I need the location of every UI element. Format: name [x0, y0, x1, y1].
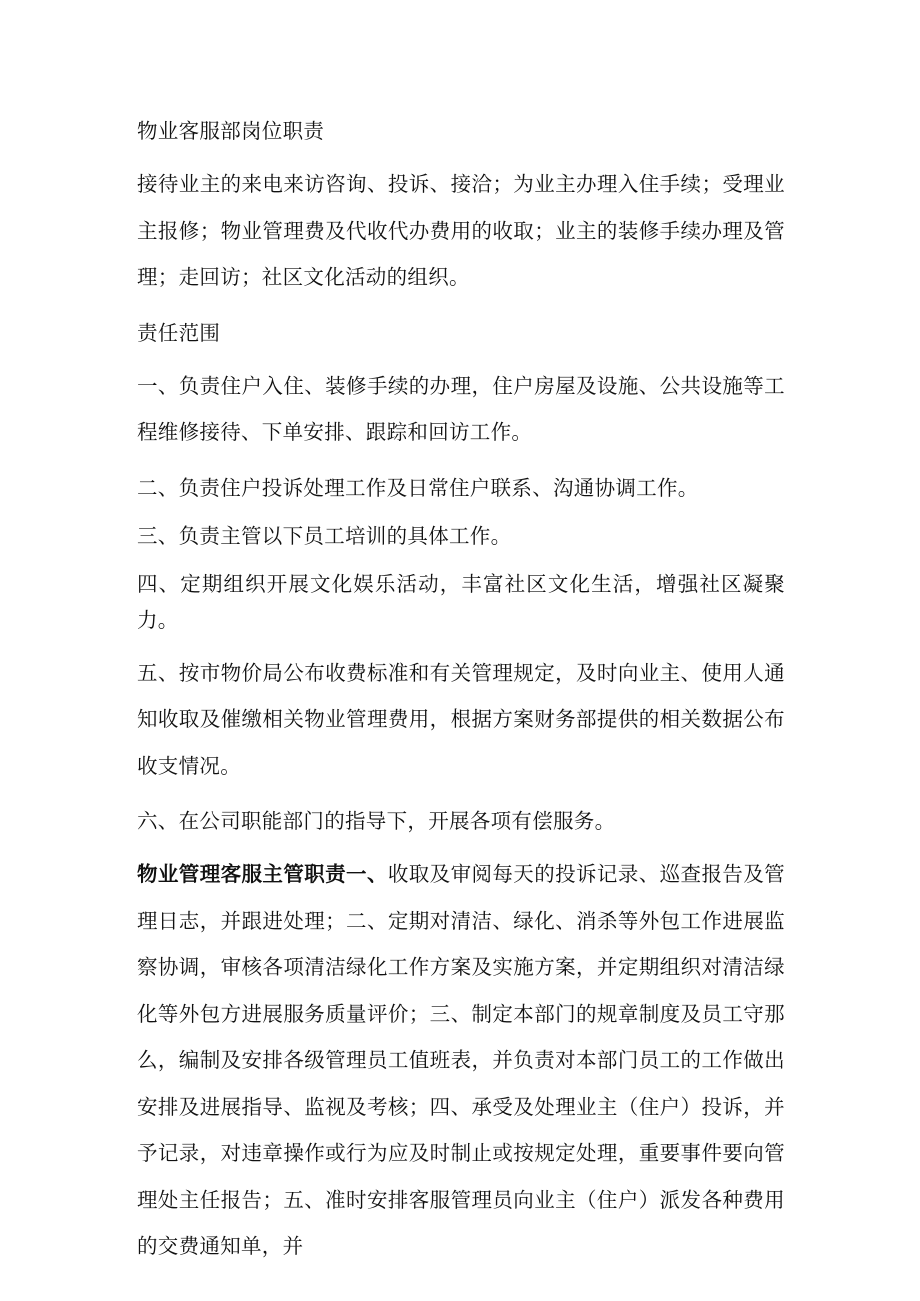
supervisor-duties-paragraph [137, 851, 785, 1270]
document-title: 物业客服部岗位职责 [137, 119, 325, 143]
scope-item-2: 二、负责住户投诉处理工作及日常住户联系、沟通协调工作。 [137, 475, 699, 500]
supervisor-body: 收取及审阅每天的投诉记录、巡查报告及管理日志，并跟进处理；二、定期对清洁、绿化、消杀等外包工作进展监察协调，审核各项清洁绿化工作方案及实施方案，并定期组织对清洁绿化等外包方进展服务质量评价；三、制定本部门的规章制度及员工守那么，编制及安排各级管理员工值班表，并负责对本部门员工的工作做出安排及进展指导、监视及考核；四、承受及处理业主（住户）投诉，并予记录，对违章操作或行为应及时制止或按规定处理，重要事件要向管理处主任报告；五、准时安排客服管理员向业主（住户）派发各种费用的交费通知单，并 [137, 862, 785, 1258]
intro-paragraph: 接待业主的来电来访咨询、投诉、接洽；为业主办理入住手续；受理业主报修；物业管理费及代收代办费用的收取；业主的装修手续办理及管理；走回访；社区文化活动的组织。 [137, 172, 785, 289]
scope-item-6: 六、在公司职能部门的指导下，开展各项有偿服务。 [137, 809, 616, 833]
scope-item-5: 五、按市物价局公布收费标准和有关管理规定，及时向业主、使用人通知收取及催缴相关物业管理费用，根据方案财务部提供的相关数据公布收支情况。 [137, 660, 785, 778]
scope-item-1: 一、负责住户入住、装修手续的办理，住户房屋及设施、公共设施等工程维修接待、下单安排、跟踪和回访工作。 [137, 373, 785, 444]
scope-item-4: 四、定期组织开展文化娱乐活动，丰富社区文化生活，增强社区凝聚力。 [137, 571, 785, 632]
supervisor-heading: 物业管理客服主管职责一、 [137, 862, 388, 886]
scope-heading: 责任范围 [137, 320, 221, 345]
scope-item-3: 三、负责主管以下员工培训的具体工作。 [137, 523, 512, 548]
